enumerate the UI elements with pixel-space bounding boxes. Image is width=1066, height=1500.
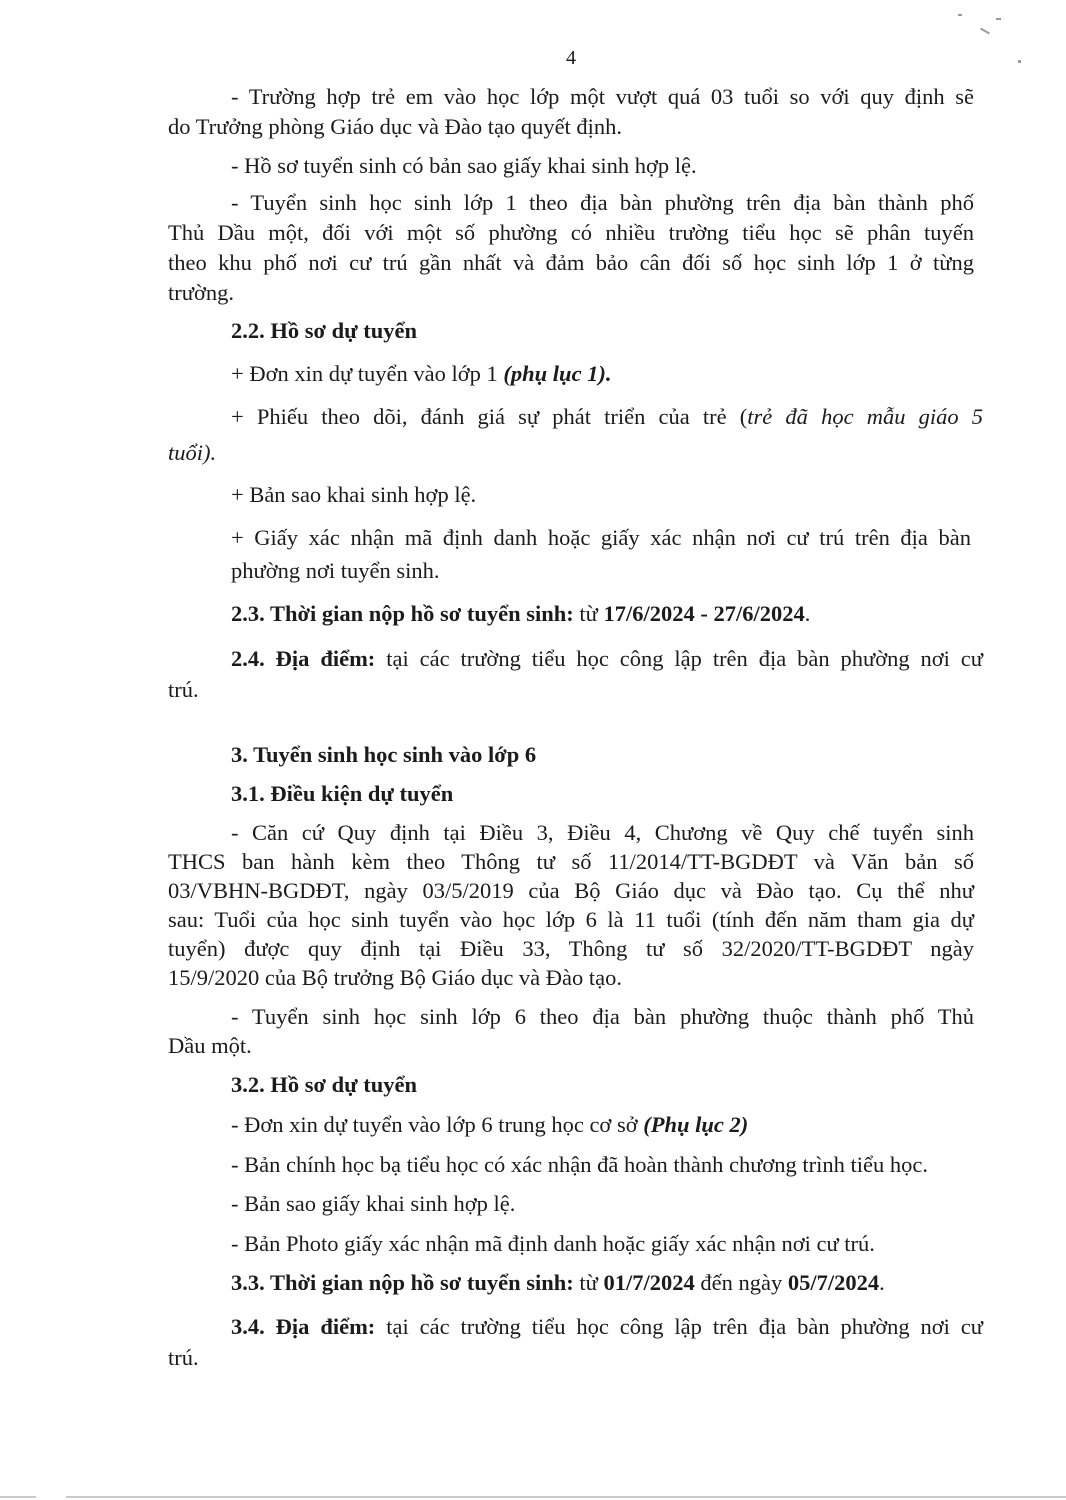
section-heading: 3.2. Hồ sơ dự tuyển [231, 1072, 417, 1097]
paragraph-line: - Trường hợp trẻ em vào học lớp một vượt quá 03 tuổi so với quy định sẽ [231, 84, 974, 109]
list-item-continuation: phường nơi tuyển sinh. [231, 558, 440, 583]
section-heading: 2.2. Hồ sơ dự tuyển [231, 318, 417, 343]
location-continuation: trú. [168, 1345, 199, 1370]
list-item [231, 406, 983, 429]
deadline-text: từ [573, 601, 604, 626]
list-item [231, 1114, 748, 1137]
list-item: - Bản Photo giấy xác nhận mã định danh hoặc giấy xác nhận nơi cư trú. [231, 1231, 875, 1256]
section-heading: 3. Tuyển sinh học sinh vào lớp 6 [231, 742, 537, 767]
deadline-label: 2.3. Thời gian nộp hồ sơ tuyển sinh: [231, 601, 574, 626]
list-item-continuation: tuổi). [168, 440, 217, 465]
list-item-text: - Đơn xin dự tuyển vào lớp 6 trung học cơ sở [231, 1112, 644, 1137]
list-item-emphasis: (phụ lục 1). [503, 361, 612, 386]
location-line [231, 648, 983, 671]
scan-edge-line [0, 1496, 36, 1498]
paragraph-line: - Tuyển sinh học sinh lớp 1 theo địa bàn phường trên địa bàn thành phố [231, 190, 974, 215]
deadline-start-date: 01/7/2024 [603, 1270, 695, 1295]
deadline-text: đến ngày [694, 1270, 788, 1295]
paragraph-line: Dầu một. [168, 1033, 252, 1058]
scan-speck [958, 14, 962, 16]
location-line [231, 1316, 983, 1339]
deadline-end: . [879, 1270, 885, 1295]
paragraph-line: 03/VBHN-BGDĐT, ngày 03/5/2019 của Bộ Giáo dục và Đào tạo. Cụ thể như [168, 878, 974, 903]
list-item-emphasis: (Phụ lục 2) [643, 1112, 749, 1137]
deadline-label: 3.3. Thời gian nộp hồ sơ tuyển sinh: [231, 1270, 574, 1295]
list-item: - Bản chính học bạ tiểu học có xác nhận đã hoàn thành chương trình tiểu học. [231, 1152, 929, 1177]
location-label: 2.4. Địa điểm: [231, 646, 376, 671]
list-item: + Bản sao khai sinh hợp lệ. [231, 482, 477, 507]
scan-speck [1018, 60, 1021, 63]
paragraph-line: do Trưởng phòng Giáo dục và Đào tạo quyết định. [168, 114, 623, 139]
paragraph-line: tuyển) được quy định tại Điều 33, Thông tư số 32/2020/TT-BGDĐT ngày [168, 936, 974, 961]
paragraph-line: THCS ban hành kèm theo Thông tư số 11/2014/TT-BGDĐT và Văn bản số [168, 849, 974, 874]
list-item-text: + Phiếu theo dõi, đánh giá sự phát triển của trẻ ( [231, 404, 748, 429]
deadline-dates: 17/6/2024 - 27/6/2024 [603, 601, 805, 626]
location-text: tại các trường tiểu học công lập trên địa bàn phường nơi cư [375, 646, 983, 671]
list-item: + Giấy xác nhận mã định danh hoặc giấy xác nhận nơi cư trú trên địa bàn [231, 525, 971, 550]
deadline-line [231, 1272, 885, 1295]
deadline-end: . [804, 601, 811, 626]
list-item [231, 363, 612, 386]
paragraph-line: sau: Tuổi của học sinh tuyển vào học lớp 6 là 11 tuổi (tính đến năm tham gia dự [168, 907, 974, 932]
scan-speck [980, 28, 990, 35]
paragraph-line: - Tuyển sinh học sinh lớp 6 theo địa bàn phường thuộc thành phố Thủ [231, 1004, 974, 1029]
paragraph-line: Thủ Dầu một, đối với một số phường có nhiều trường tiểu học sẽ phân tuyến [168, 220, 974, 245]
location-continuation: trú. [168, 677, 199, 702]
paragraph-line: - Hồ sơ tuyển sinh có bản sao giấy khai sinh hợp lệ. [231, 153, 697, 178]
paragraph-line: theo khu phố nơi cư trú gần nhất và đảm bảo cân đối số học sinh lớp 1 ở từng [168, 250, 974, 275]
list-item-emphasis: trẻ đã học mẫu giáo 5 [747, 404, 983, 429]
list-item-text: + Đơn xin dự tuyển vào lớp 1 [231, 361, 504, 386]
deadline-line [231, 603, 810, 626]
scan-edge-line [66, 1496, 1066, 1498]
paragraph-line: - Căn cứ Quy định tại Điều 3, Điều 4, Chương về Quy chế tuyển sinh [231, 820, 974, 845]
paragraph-line: 15/9/2020 của Bộ trưởng Bộ Giáo dục và Đào tạo. [168, 965, 623, 990]
deadline-end-date: 05/7/2024 [787, 1270, 880, 1295]
location-text: tại các trường tiểu học công lập trên địa bàn phường nơi cư [375, 1314, 983, 1339]
scan-speck [996, 18, 1001, 20]
location-label: 3.4. Địa điểm: [231, 1314, 376, 1339]
deadline-text: từ [573, 1270, 604, 1295]
subsection-heading: 3.1. Điều kiện dự tuyển [231, 781, 454, 806]
paragraph-line: trường. [168, 280, 234, 305]
page-number: 4 [566, 47, 576, 69]
list-item: - Bản sao giấy khai sinh hợp lệ. [231, 1191, 516, 1216]
